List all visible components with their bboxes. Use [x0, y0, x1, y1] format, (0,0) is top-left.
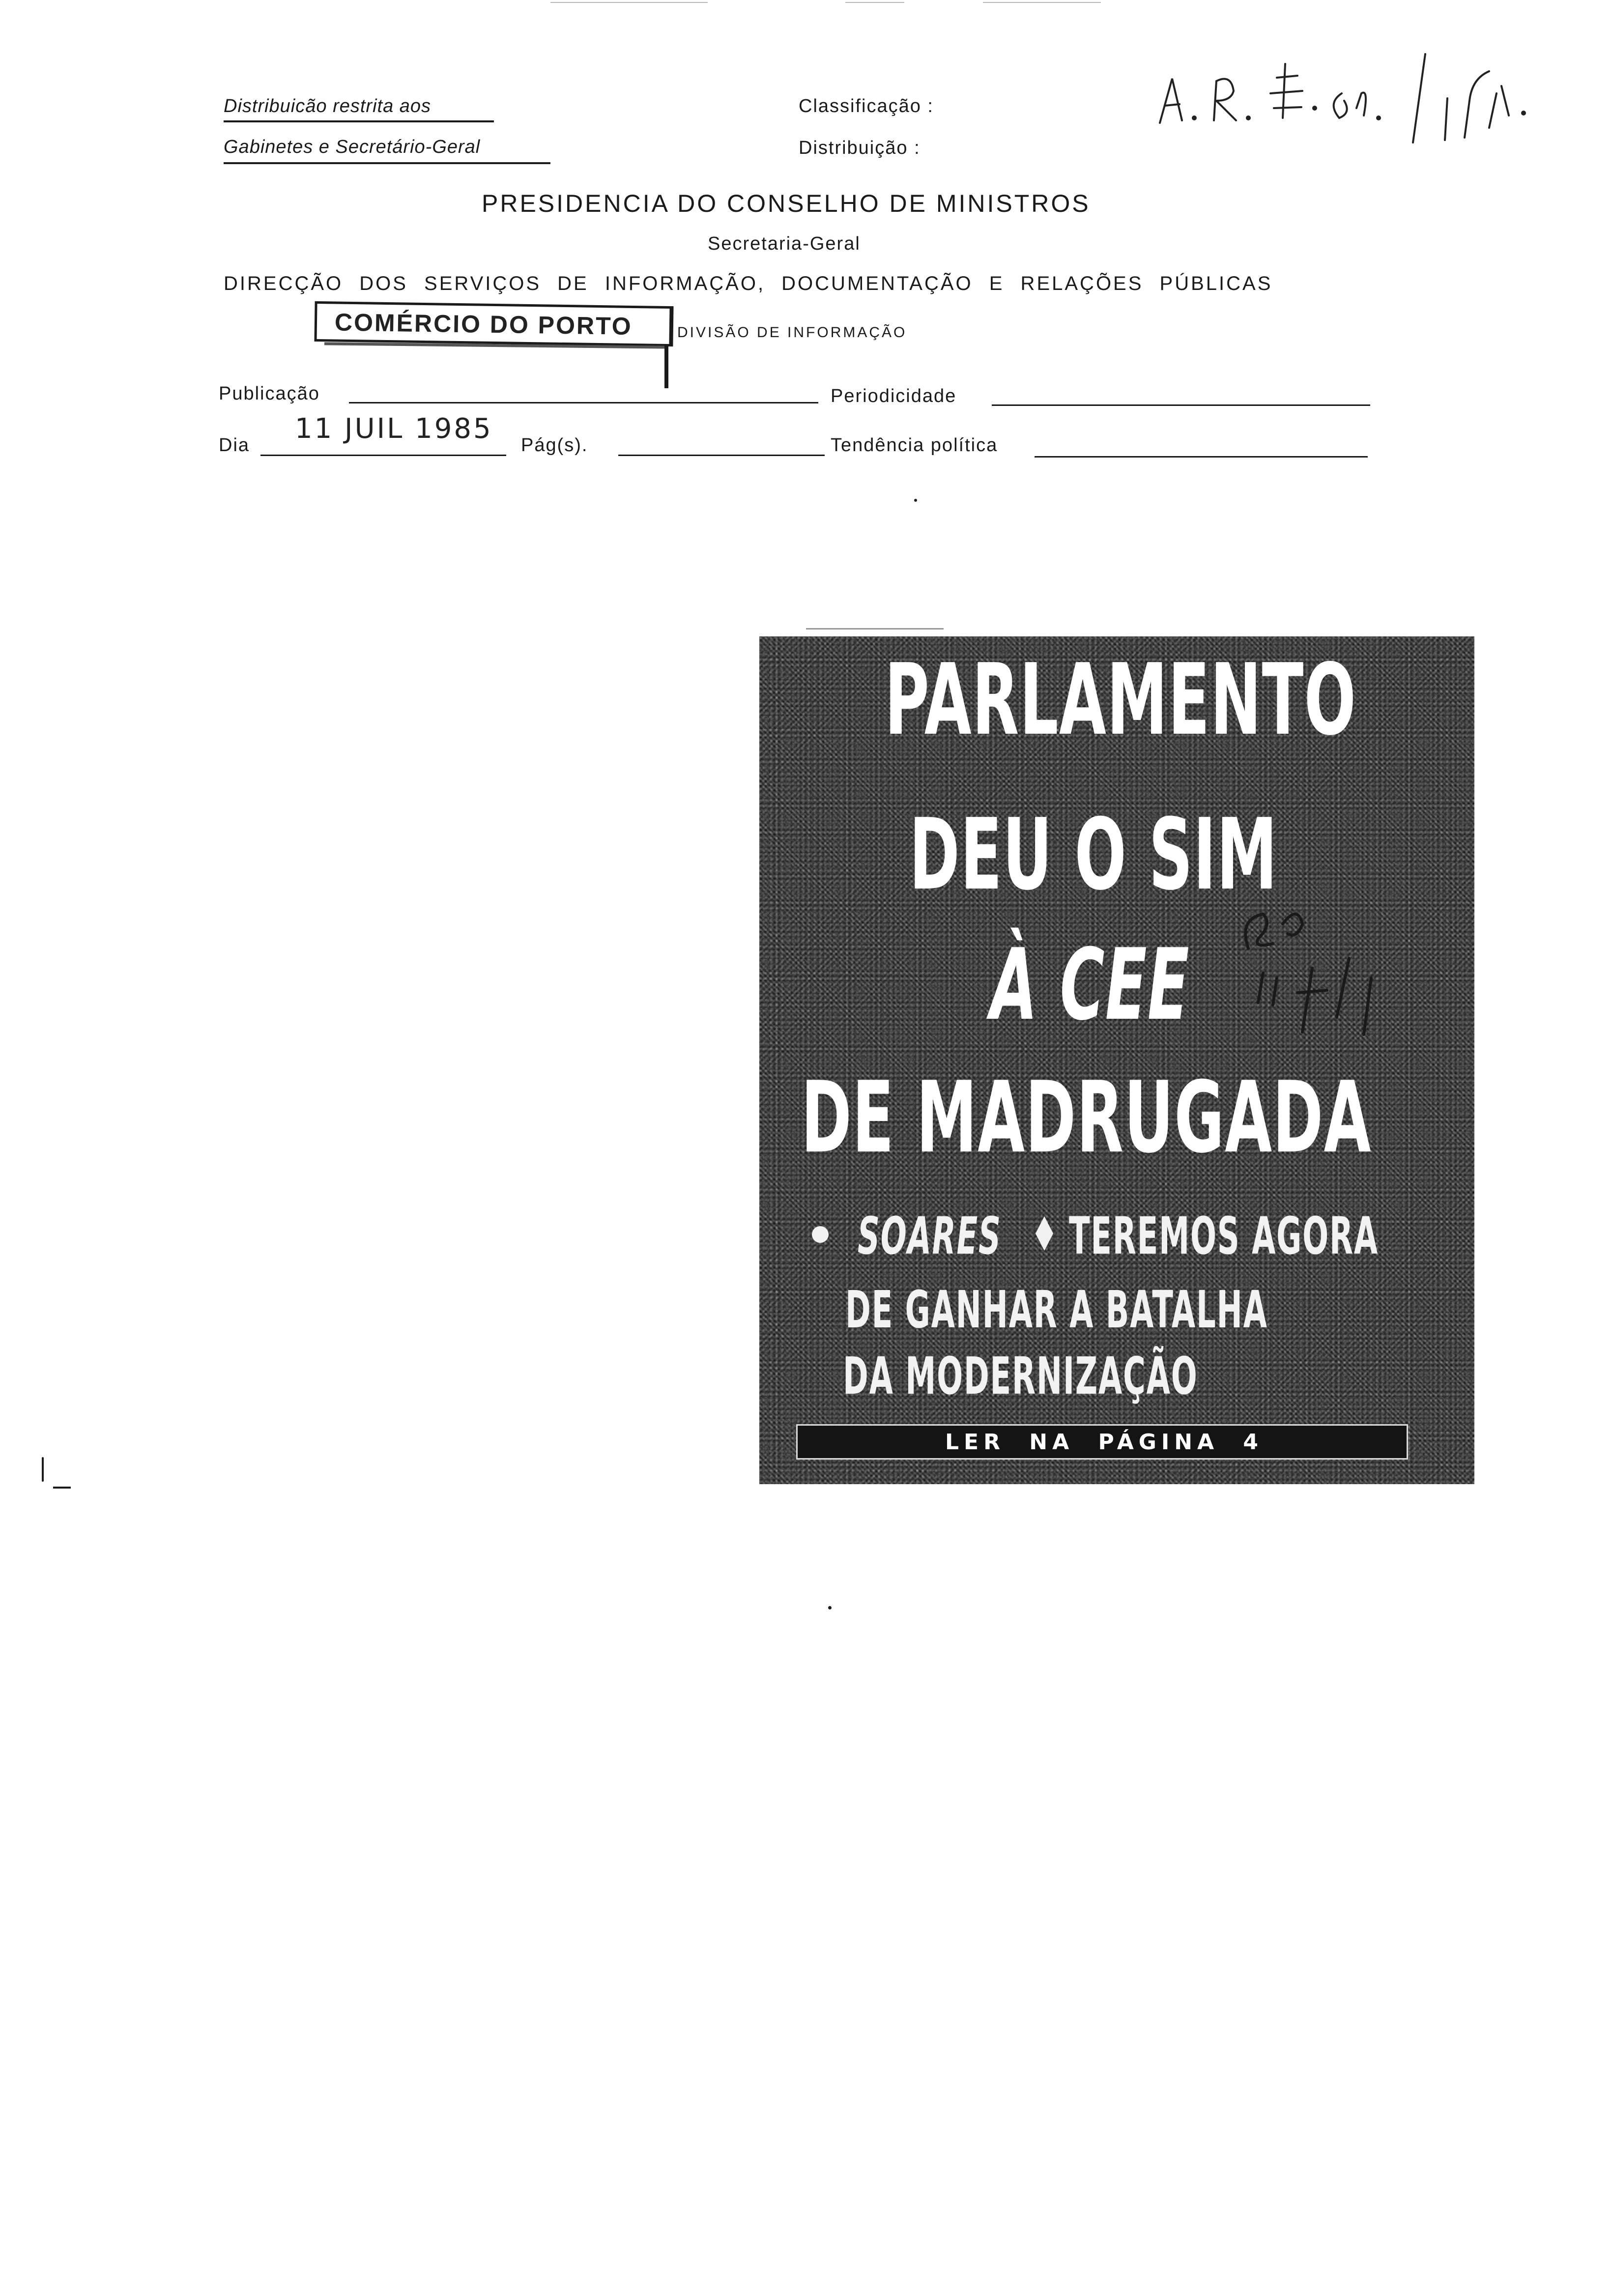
dia-line: [260, 455, 506, 456]
dia-label: Dia: [219, 435, 250, 456]
publicacao-label: Publicação: [219, 383, 320, 404]
read-on-page-bar: [796, 1424, 1408, 1460]
stamp-tick: [664, 344, 668, 388]
pags-line: [618, 455, 825, 456]
scan-dot: [828, 1606, 832, 1609]
pags-label: Pág(s).: [521, 435, 588, 456]
dia-value: 11 JUIL 1985: [295, 413, 493, 445]
subhead-line-3: DA MODERNIZAÇÃO: [843, 1346, 1198, 1406]
restricted-line-2: Gabinetes e Secretário-Geral: [224, 137, 481, 157]
periodicidade-label: Periodicidade: [831, 386, 957, 406]
publicacao-line: [349, 402, 818, 403]
punch-mark: [53, 1487, 71, 1489]
headline-line-1: PARLAMENTO: [885, 643, 1357, 757]
tendencia-label: Tendência política: [831, 435, 998, 456]
direccao-line: DIRECÇÃO DOS SERVIÇOS DE INFORMAÇÃO, DOCUMENTAÇÃO E RELAÇÕES PÚBLICAS: [224, 273, 1273, 294]
header-rule: [224, 120, 494, 122]
handwritten-reference-mark: [1145, 20, 1602, 147]
subhead-teremos: TEREMOS AGORA: [1069, 1206, 1379, 1266]
scan-artifact: [550, 2, 708, 3]
subhead-soares: SOARES: [858, 1206, 1002, 1266]
page-subtitle: Secretaria-Geral: [708, 233, 861, 254]
read-on-page-text: LER NA PÁGINA 4: [945, 1430, 1264, 1455]
scan-artifact: [983, 2, 1101, 3]
tendencia-line: [1035, 456, 1368, 458]
classificacao-label: Classificação :: [799, 96, 934, 116]
handwritten-clipping-note: [1229, 894, 1406, 1052]
distribuicao-label: Distribuição :: [799, 138, 921, 158]
stamp-text: COMÉRCIO DO PORTO: [334, 308, 633, 340]
diamond-icon: [1035, 1216, 1054, 1251]
periodicidade-line: [992, 404, 1370, 406]
scan-dot: [914, 499, 917, 502]
divisao-label: [677, 324, 907, 341]
headline-line-2: DEU O SIM: [909, 798, 1278, 912]
headline-line-3: À CEE: [990, 928, 1190, 1042]
bullet-icon: [812, 1226, 829, 1243]
restricted-line-1: Distribuicão restrita aos: [224, 96, 432, 116]
publication-stamp: [314, 301, 673, 346]
divisao-text: DIVISÃO DE INFORMAÇÃO: [677, 324, 907, 341]
headline-line-4: DE MADRUGADA: [801, 1061, 1372, 1175]
subhead-line-2: DE GANHAR A BATALHA: [845, 1280, 1268, 1340]
header-rule: [224, 162, 550, 164]
clipping-top-edge: [806, 628, 944, 630]
scan-artifact: [845, 2, 904, 3]
punch-mark: [42, 1457, 44, 1482]
page-title: PRESIDENCIA DO CONSELHO DE MINISTROS: [482, 190, 1091, 217]
